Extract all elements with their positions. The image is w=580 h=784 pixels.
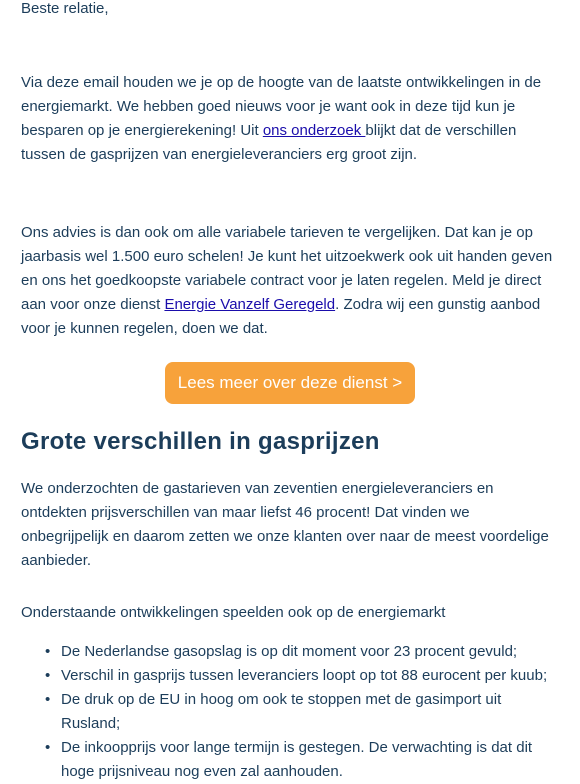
developments-list	[21, 640, 561, 784]
intro-paragraph	[21, 71, 561, 167]
greeting: Beste relatie,	[21, 0, 109, 17]
advice-paragraph	[21, 221, 561, 341]
research-link[interactable]: ons onderzoek	[262, 122, 366, 139]
research-paragraph: We onderzochten de gastarieven van zeventien energieleveranciers en ontdekten prijsverschillen van maar liefst 46 procent! Dat vinden we onbegrijpelijk en daarom zetten we onze klanten over naar de meest voordelige aanbieder.	[21, 480, 549, 569]
advice-text-start: Ons advies is dan ook om alle variabele tarieven te vergelijken. Dat kan je op jaarbasis wel 1.500 euro schelen! Je kunt het uitzoekwerk ook uit handen geven en ons het goedkoopste variabele contract voor je laten regelen. Meld je direct aan voor onze dienst	[21, 224, 553, 313]
list-item: • De Nederlandse gasopslag is op dit moment voor 23 procent gevuld;	[61, 640, 561, 664]
section-heading: Grote verschillen in gasprijzen	[21, 428, 380, 455]
read-more-button[interactable]: Lees meer over deze dienst >	[165, 362, 415, 404]
list-item: • De druk op de EU in hoog om ook te stoppen met de gasimport uit Rusland;	[61, 688, 561, 736]
developments-intro: Onderstaande ontwikkelingen speelden ook op de energiemarkt	[21, 604, 446, 621]
advice-text-end: . Zodra wij een gunstig aanbod voor je kunnen regelen, doen we dat.	[21, 296, 541, 337]
list-item: • Verschil in gasprijs tussen leveranciers loopt op tot 88 eurocent per kuub;	[61, 664, 561, 688]
intro-text-start: Via deze email houden we je op de hoogte van de laatste ontwikkelingen in de energiemarkt. We hebben goed nieuws voor je want ook in deze tijd kun je besparen op je energierekening! Uit	[21, 74, 542, 139]
intro-text-end: blijkt dat de verschillen tussen de gasprijzen van energieleveranciers erg groot zijn.	[21, 122, 517, 163]
list-item: • De inkoopprijs voor lange termijn is gestegen. De verwachting is dat dit hoge prijsniveau nog even zal aanhouden.	[61, 736, 561, 784]
service-link[interactable]: Energie Vanzelf Geregeld	[164, 296, 336, 313]
